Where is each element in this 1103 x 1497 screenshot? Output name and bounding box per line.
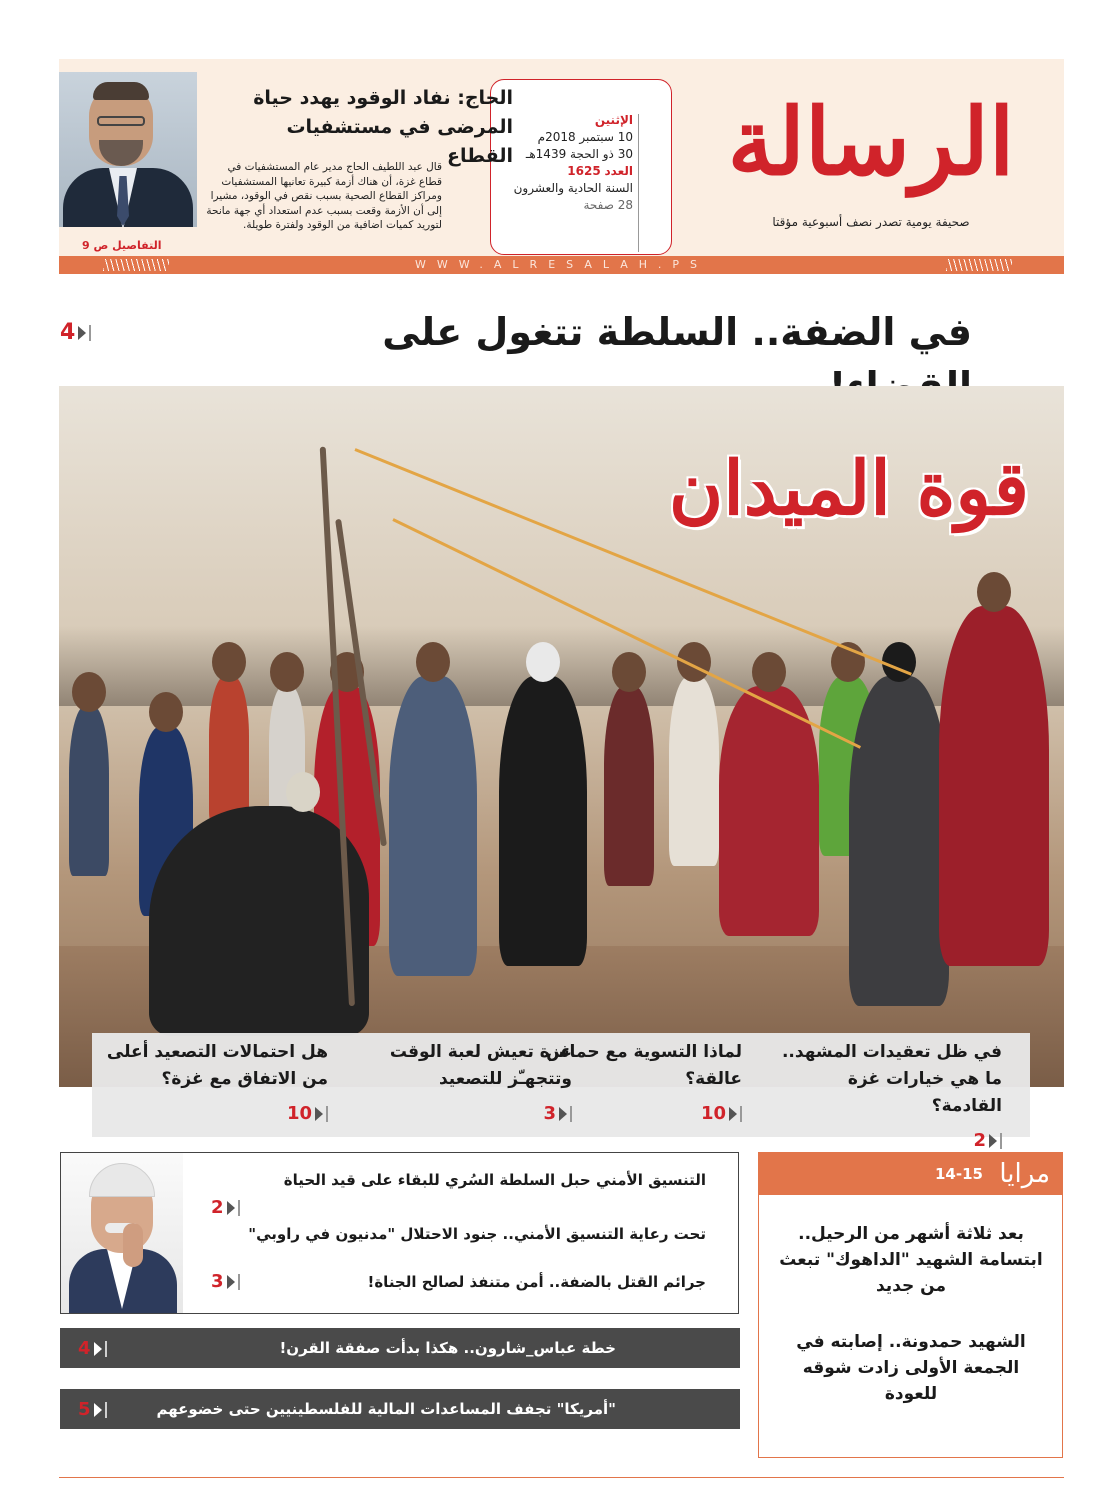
teaser-bar <box>92 1033 1030 1151</box>
teaser-item[interactable] <box>342 1039 572 1124</box>
lead-photo <box>59 386 1064 1087</box>
issue-label: العدد <box>604 164 633 178</box>
crowd-figure <box>849 676 949 1006</box>
issue-date-hijri: 30 ذو الحجة 1439هـ <box>525 147 633 161</box>
newspaper-logo[interactable] <box>696 77 1046 247</box>
issue-number: 1625 <box>567 164 601 178</box>
crowd-figure <box>604 686 654 886</box>
bottom-rule <box>59 1477 1064 1478</box>
maraya-story[interactable]: الشهيد حمدونة.. إصابته في الجمعة الأولى زادت شوقه للعودة <box>796 1332 1026 1404</box>
crowd-figure <box>389 676 477 976</box>
crowd-figure <box>939 606 1049 966</box>
crowd-figure <box>719 686 819 936</box>
details-link[interactable]: التفاصيل ص 9 <box>82 239 162 252</box>
arrow-icon <box>227 1201 235 1215</box>
security-headline[interactable]: تحت رعاية التنسيق الأمني.. جنود الاحتلال "مدنيون في راوبي" <box>248 1225 706 1243</box>
crowd-figure <box>69 706 109 876</box>
woman-figure <box>149 806 369 1036</box>
masthead <box>59 59 1064 256</box>
maraya-section <box>758 1152 1063 1458</box>
website-url[interactable]: WWW.ALRESALAH.PS <box>415 258 708 271</box>
health-story-title[interactable]: الحاج: نفاد الوقود يهدد حياة المرضى في مستشفيات القطاع <box>253 87 513 167</box>
arrow-icon <box>729 1107 737 1121</box>
main-headline[interactable]: في الضفة.. السلطة تتغول على <box>382 310 972 354</box>
security-page-ref: 2 <box>211 1197 240 1218</box>
arrow-icon <box>94 1342 102 1356</box>
dark-bar-title: "أمريكا" تجفف المساعدات المالية للفلسطينيين حتى خضوعهم للصفقة <box>156 1400 616 1458</box>
teaser-item[interactable] <box>92 1039 328 1124</box>
logo-wordmark: الرسالة <box>727 88 1015 196</box>
crowd-figure <box>209 676 249 826</box>
health-story-body: قال عبد اللطيف الحاج مدير عام المستشفيات في قطاع غزة، أن هناك أزمة كبيرة تعانيها المستشفيات ومراكز القطاع الصحية بسبب نقص في الوقود، مشيرا إلى أن الأزمة وقعت بسبب عدم استعداد أي جهة مانحة لتوريد كميات اضافية من الوقود ولفترة طويلة. <box>206 161 442 231</box>
issue-pages: 28 صفحة <box>583 198 633 212</box>
photo-headline[interactable]: قوة الميدان <box>668 446 1029 532</box>
issue-info-text <box>493 112 633 214</box>
arrow-icon <box>227 1275 235 1289</box>
security-coordination-box <box>60 1152 739 1314</box>
security-headline[interactable]: جرائم القتل بالضفة.. أمن متنفذ لصالح الجناة! <box>367 1273 706 1291</box>
issue-day: الإثنين <box>594 113 633 127</box>
security-page-ref: 3 <box>211 1271 240 1292</box>
arrow-icon <box>989 1134 997 1148</box>
url-bar <box>59 256 1064 274</box>
info-divider <box>638 114 639 252</box>
dark-headline-bar[interactable] <box>60 1328 740 1368</box>
teaser-title: غزة تعيش لعبة الوقت وتتجهـّز للتصعيد <box>389 1042 572 1089</box>
health-director-photo <box>59 72 197 227</box>
arrow-icon <box>94 1403 102 1417</box>
teaser-item[interactable] <box>772 1039 1002 1151</box>
teaser-page-ref: 2 <box>973 1130 1002 1151</box>
teaser-page-ref: 10 <box>701 1103 742 1124</box>
arrow-icon <box>559 1107 567 1121</box>
issue-date-gregorian: 10 سبتمبر 2018م <box>537 130 633 144</box>
crowd-figure <box>669 676 719 866</box>
maraya-pages: 14-15 <box>935 1165 983 1183</box>
issue-year: السنة الحادية والعشرون <box>513 181 633 195</box>
teaser-page-ref: 3 <box>543 1103 572 1124</box>
teaser-title: لماذا التسوية مع حماس عالقة؟ <box>546 1042 742 1089</box>
maraya-story[interactable]: بعد ثلاثة أشهر من الرحيل.. ابتسامة الشهيد "الداهوك" تبعث من جديد <box>779 1224 1043 1296</box>
security-headline[interactable]: التنسيق الأمني حبل السلطة السُري للبقاء على قيد الحياة <box>283 1171 706 1189</box>
main-headline-page-ref: 4 <box>60 320 91 345</box>
issue-info-box <box>490 79 672 255</box>
dark-bar-page-ref: 4 <box>78 1338 107 1359</box>
logo-tagline: صحيفة يومية تصدر نصف أسبوعية مؤقتا <box>772 215 970 229</box>
teaser-title: هل احتمالات التصعيد أعلى من الاتفاق مع غزة؟ <box>106 1042 328 1089</box>
maraya-title: مرايا <box>999 1159 1050 1189</box>
dark-headline-bar[interactable] <box>60 1389 740 1458</box>
arrow-icon <box>315 1107 323 1121</box>
teaser-title: في ظل تعقيدات المشهد.. ما هي خيارات غزة القادمة؟ <box>781 1042 1002 1116</box>
teaser-page-ref: 10 <box>287 1103 328 1124</box>
abbas-photo <box>61 1153 183 1313</box>
arrow-icon <box>78 326 86 340</box>
crowd-figure <box>499 676 587 966</box>
dark-bar-title: خطة عباس_شارون.. هكذا بدأت صفقة القرن! <box>279 1339 616 1357</box>
maraya-header <box>759 1153 1062 1195</box>
dark-bar-page-ref: 5 <box>78 1399 107 1420</box>
